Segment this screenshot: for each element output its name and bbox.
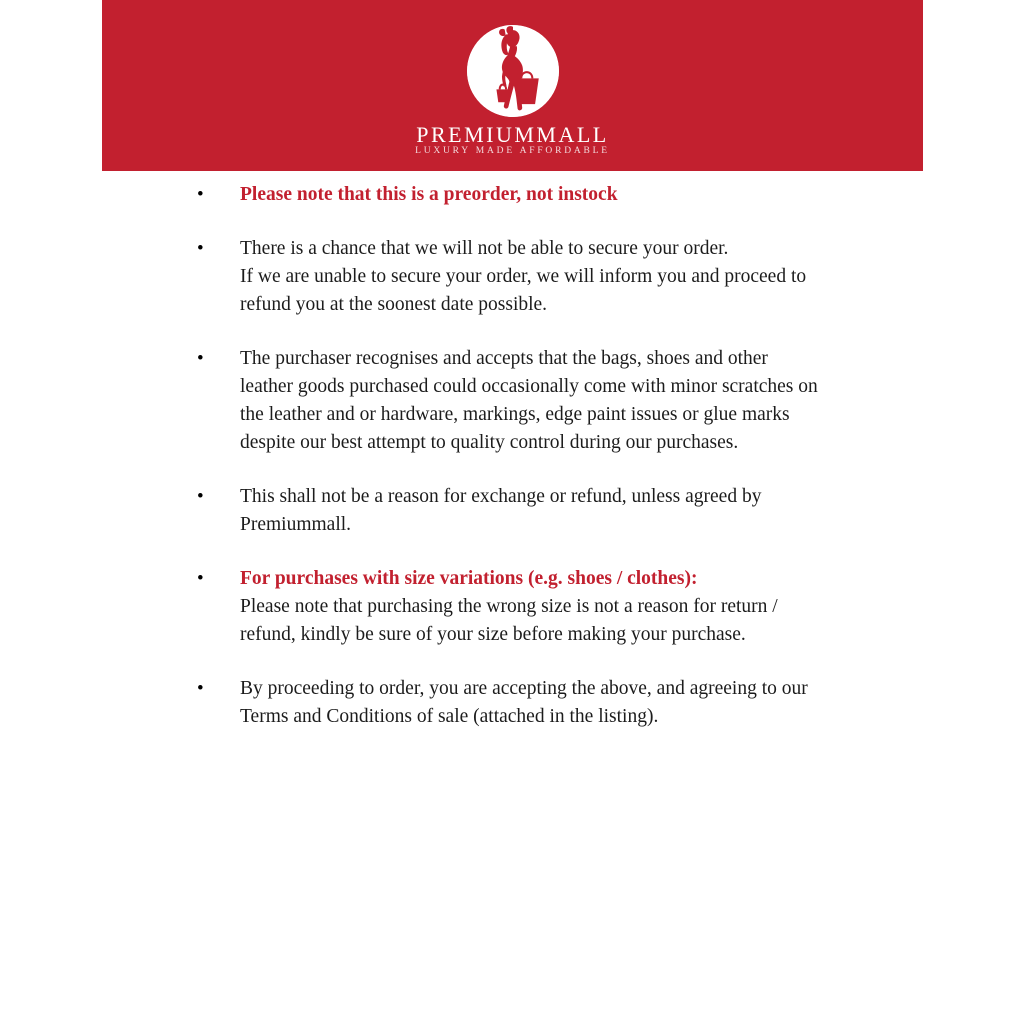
- list-item: [197, 675, 847, 731]
- bullet-line: By proceeding to order, you are accepting the above, and agreeing to our: [240, 678, 808, 699]
- bullet-line: Please note that purchasing the wrong size is not a reason for return /: [240, 596, 778, 617]
- brand-logo: [467, 25, 559, 117]
- bullet-line: Terms and Conditions of sale (attached in the listing).: [240, 706, 659, 727]
- bullet-line: the leather and or hardware, markings, edge paint issues or glue marks: [240, 404, 790, 425]
- terms-list: [197, 181, 847, 731]
- brand-name: PREMIUMMALL: [416, 122, 609, 147]
- list-item: [197, 565, 847, 649]
- bullet-line: There is a chance that we will not be able to secure your order.: [240, 238, 729, 259]
- bullet-text: [240, 565, 847, 649]
- list-item: [197, 235, 847, 319]
- bullet-text: [240, 483, 847, 539]
- bullet-line: This shall not be a reason for exchange or refund, unless agreed by: [240, 486, 762, 507]
- bullet-marker-icon: •: [197, 678, 204, 699]
- bullet-marker-icon: •: [197, 486, 204, 507]
- bullet-marker-icon: •: [197, 568, 204, 589]
- bullet-line: leather goods purchased could occasionally come with minor scratches on: [240, 376, 818, 397]
- bullet-line-emphasis: For purchases with size variations (e.g. shoes / clothes):: [240, 568, 698, 589]
- woman-with-shopping-bags-icon: [467, 25, 559, 117]
- bullet-text: [240, 181, 847, 209]
- bullet-text: [240, 235, 847, 319]
- bullet-line: If we are unable to secure your order, we will inform you and proceed to: [240, 266, 807, 287]
- bullet-line: Premiummall.: [240, 514, 352, 535]
- list-item: [197, 181, 847, 209]
- list-item: [197, 483, 847, 539]
- bullet-line: refund, kindly be sure of your size before making your purchase.: [240, 624, 746, 645]
- bullet-marker-icon: •: [197, 184, 204, 205]
- header-banner: [102, 0, 923, 171]
- bullet-marker-icon: •: [197, 238, 204, 259]
- bullet-line-emphasis: Please note that this is a preorder, not instock: [240, 184, 618, 205]
- bullet-text: [240, 345, 847, 457]
- bullet-marker-icon: •: [197, 348, 204, 369]
- bullet-line: refund you at the soonest date possible.: [240, 294, 548, 315]
- bullet-line: The purchaser recognises and accepts that the bags, shoes and other: [240, 348, 768, 369]
- brand-tagline: LUXURY MADE AFFORDABLE: [415, 146, 610, 156]
- bullet-line: despite our best attempt to quality control during our purchases.: [240, 432, 739, 453]
- bullet-text: [240, 675, 847, 731]
- list-item: [197, 345, 847, 457]
